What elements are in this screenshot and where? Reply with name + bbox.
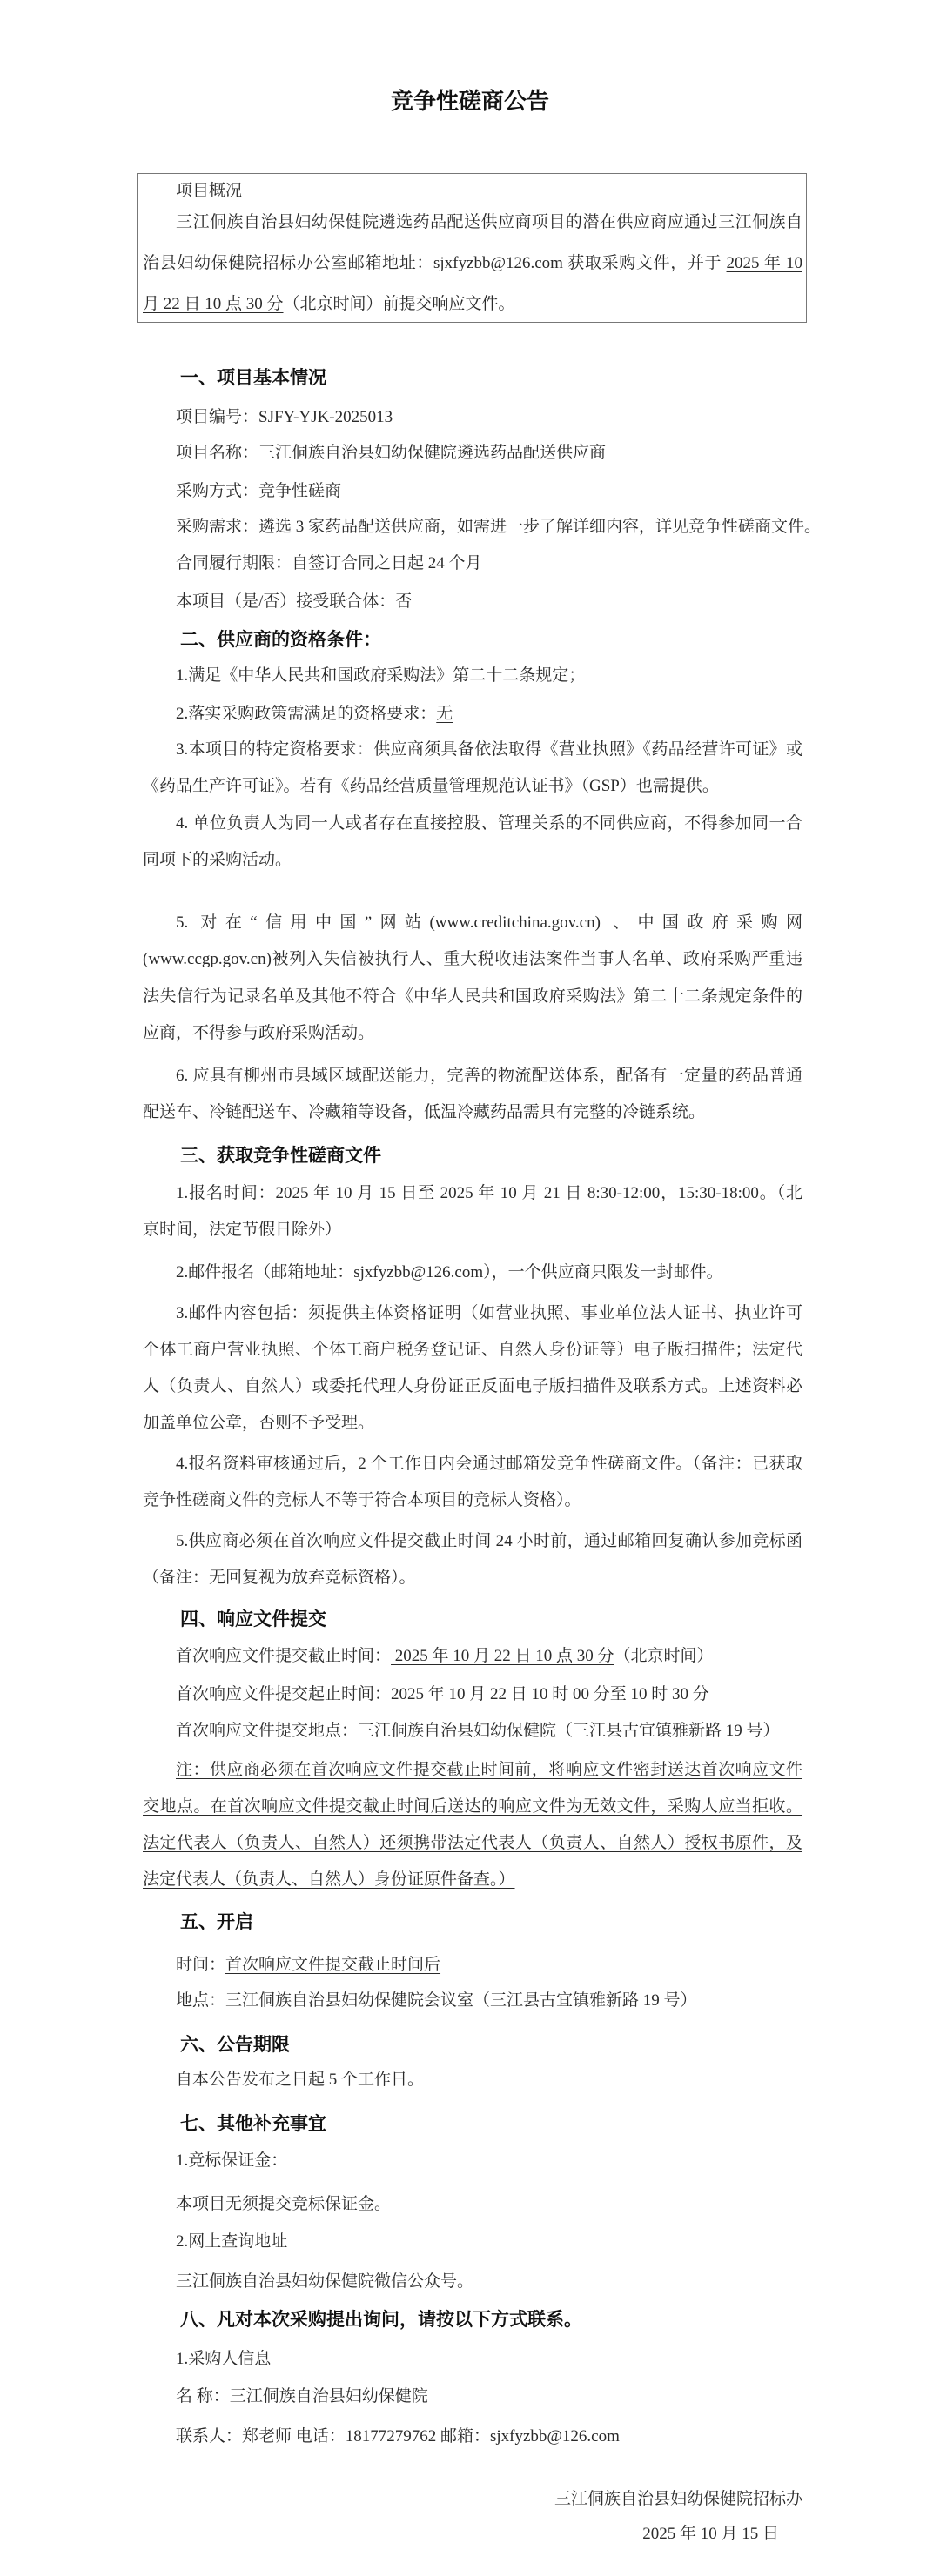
underlined-text: 首次响应文件提交截止时间后: [225, 1956, 441, 1974]
section-heading: 六、公告期限: [180, 2034, 290, 2055]
underlined-text: 2025 年 10 月 22 日 10 时 00 分至 10 时 30 分: [391, 1685, 709, 1703]
paragraph-line: 三江侗族自治县妇幼保健院微信公众号。: [176, 2272, 474, 2291]
paragraph-line: 自本公告发布之日起 5 个工作日。: [176, 2071, 425, 2089]
paragraph-line: 《药品生产许可证》。若有《药品经营质量管理规范认证书》（GSP）也需提供。: [143, 777, 719, 795]
underlined-text: 2025 年 10: [726, 254, 802, 272]
section-heading: 七、其他补充事宜: [180, 2113, 326, 2134]
paragraph-line: 项目名称：三江侗族自治县妇幼保健院遴选药品配送供应商: [176, 444, 607, 462]
paragraph-line: 名 称：三江侗族自治县妇幼保健院: [176, 2387, 428, 2405]
paragraph-line: [176, 1638, 802, 1675]
paragraph-line: 5.供应商必须在首次响应文件提交截止时间 24 小时前，通过邮箱回复确认参加竞标函: [176, 1532, 802, 1550]
paragraph-line: 个体工商户营业执照、个体工商户税务登记证、自然人身份证等）电子版扫描件；法定代: [143, 1341, 802, 1359]
paragraph-line: [176, 1676, 802, 1713]
overview-line: [176, 204, 802, 241]
paragraph-line: 采购需求：遴选 3 家药品配送供应商，如需进一步了解详细内容，详见竞争性磋商文件。: [176, 518, 822, 536]
paragraph-line: 配送车、冷链配送车、冷藏箱等设备，低温冷藏药品需具有完整的冷链系统。: [143, 1103, 706, 1121]
paragraph-line: 京时间，法定节假日除外）: [143, 1221, 342, 1239]
paragraph-line: 3.邮件内容包括：须提供主体资格证明（如营业执照、事业单位法人证书、执业许可: [176, 1304, 802, 1322]
text-segment: 目的潜在供应商应通过三江侗族自: [548, 213, 802, 231]
paragraph-line: 地点：三江侗族自治县妇幼保健院会议室（三江县古宜镇雅新路 19 号）: [176, 1991, 697, 2010]
underlined-text: 月 22 日 10 点 30 分: [143, 295, 284, 313]
underlined-text: 法定代表人（负责人、自然人）身份证原件备查。）: [143, 1870, 515, 1889]
paragraph-line: [143, 1789, 802, 1825]
paragraph-line: （备注：无回复视为放弃竞标资格）。: [143, 1569, 416, 1587]
text-segment: 治县妇幼保健院招标办公室邮箱地址：sjxfyzbb@126.com 获取采购文件，并于: [143, 254, 727, 272]
paragraph-line: 法失信行为记录名单及其他不符合《中华人民共和国政府采购法》第二十二条规定条件的: [143, 987, 802, 1006]
paragraph-line: [176, 696, 802, 733]
paragraph-line: [143, 1862, 802, 1898]
paragraph-line: 人（负责人、自然人）或委托代理人身份证正反面电子版扫描件及联系方式。上述资料必: [143, 1377, 802, 1395]
underlined-text: 无: [436, 705, 453, 723]
text-segment: 时间：: [176, 1956, 226, 1974]
section-heading: 四、响应文件提交: [180, 1609, 326, 1629]
paragraph-line: 联系人：郑老师 电话：18177279762 邮箱：sjxfyzbb@126.com: [176, 2427, 620, 2446]
paragraph-line: 竞争性磋商文件的竞标人不等于符合本项目的竞标人资格）。: [143, 1491, 581, 1509]
underlined-text: 交地点。在首次响应文件提交截止时间后送达的响应文件为无效文件，采购人应当拒收。: [143, 1797, 802, 1816]
paragraph-line: [176, 1947, 802, 1984]
section-heading: 三、获取竞争性磋商文件: [180, 1145, 381, 1166]
paragraph-line: 同项下的采购活动。: [143, 851, 292, 869]
paragraph-line: 本项目（是/否）接受联合体：否: [176, 592, 413, 611]
underlined-text: 注：供应商必须在首次响应文件提交截止时间前，将响应文件密封送达首次响应文件: [176, 1761, 802, 1779]
signature-org: 三江侗族自治县妇幼保健院招标办: [554, 2490, 802, 2508]
paragraph-line: 采购方式：竞争性磋商: [176, 482, 342, 500]
paragraph-line: 1.采购人信息: [176, 2350, 272, 2368]
section-heading: 二、供应商的资格条件：: [180, 629, 381, 650]
overview-line: 项目概况: [176, 182, 243, 200]
paragraph-line: 应商，不得参与政府采购活动。: [143, 1024, 375, 1042]
text-segment: 首次响应文件提交起止时间：: [176, 1685, 392, 1703]
text-segment: 2.落实采购政策需满足的资格要求：: [176, 705, 437, 723]
paragraph-line: 1.报名时间：2025 年 10 月 15 日至 2025 年 10 月 21 日 8:30-12:00，15:30-18:00。（北: [176, 1184, 802, 1202]
paragraph-line: 2.邮件报名（邮箱地址：sjxfyzbb@126.com），一个供应商只限发一封邮件。: [176, 1263, 723, 1281]
underlined-text: 法定代表人（负责人、自然人）还须携带法定代表人（负责人、自然人）授权书原件，及: [143, 1834, 802, 1852]
underlined-text: 2025 年 10 月 22 日 10 点 30 分: [391, 1647, 614, 1665]
paragraph-line: 4.报名资料审核通过后，2 个工作日内会通过邮箱发竞争性磋商文件。（备注：已获取: [176, 1455, 802, 1473]
paragraph-line: 3.本项目的特定资格要求：供应商须具备依法取得《营业执照》《药品经营许可证》或: [176, 740, 802, 759]
overview-line: [143, 245, 802, 282]
paragraph-line: 2.网上查询地址: [176, 2232, 288, 2251]
text-segment: （北京时间）前提交响应文件。: [283, 295, 515, 313]
paragraph-line: 合同履行期限：自签订合同之日起 24 个月: [176, 554, 482, 572]
paragraph-line: 6. 应具有柳州市县域区域配送能力，完善的物流配送体系，配备有一定量的药品普通: [176, 1067, 802, 1085]
text-segment: （北京时间）: [614, 1647, 714, 1665]
paragraph-line: 加盖单位公章，否则不予受理。: [143, 1414, 375, 1432]
section-heading: 八、凡对本次采购提出询问，请按以下方式联系。: [180, 2309, 582, 2330]
signature-date: 2025 年 10 月 15 日: [642, 2525, 779, 2543]
paragraph-line: 1.满足《中华人民共和国政府采购法》第二十二条规定；: [176, 666, 586, 685]
paragraph-line: 1.竞标保证金：: [176, 2151, 288, 2170]
paragraph-line: (www.ccgp.gov.cn)被列入失信被执行人、重大税收违法案件当事人名单、政府采购严重违: [143, 950, 802, 968]
section-heading: 一、项目基本情况: [180, 367, 326, 388]
paragraph-line: 项目编号：SJFY-YJK-2025013: [176, 408, 393, 426]
overview-line: [143, 286, 802, 323]
paragraph-line: [176, 1752, 802, 1789]
section-heading: 五、开启: [180, 1911, 253, 1932]
underlined-text: 三江侗族自治县妇幼保健院遴选药品配送供应商项: [176, 213, 549, 231]
paragraph-line: 首次响应文件提交地点：三江侗族自治县妇幼保健院（三江县古宜镇雅新路 19 号）: [176, 1722, 780, 1740]
paragraph-line: [143, 1825, 802, 1862]
page-title: 竞争性磋商公告: [390, 89, 549, 115]
paragraph-line: 4. 单位负责人为同一人或者存在直接控股、管理关系的不同供应商，不得参加同一合: [176, 814, 802, 833]
paragraph-line: 5. 对在“信用中国”网站(www.creditchina.gov.cn) 、中国政府采购网: [176, 913, 802, 932]
text-segment: 首次响应文件提交截止时间：: [176, 1647, 392, 1665]
paragraph-line: 本项目无须提交竞标保证金。: [176, 2195, 392, 2213]
